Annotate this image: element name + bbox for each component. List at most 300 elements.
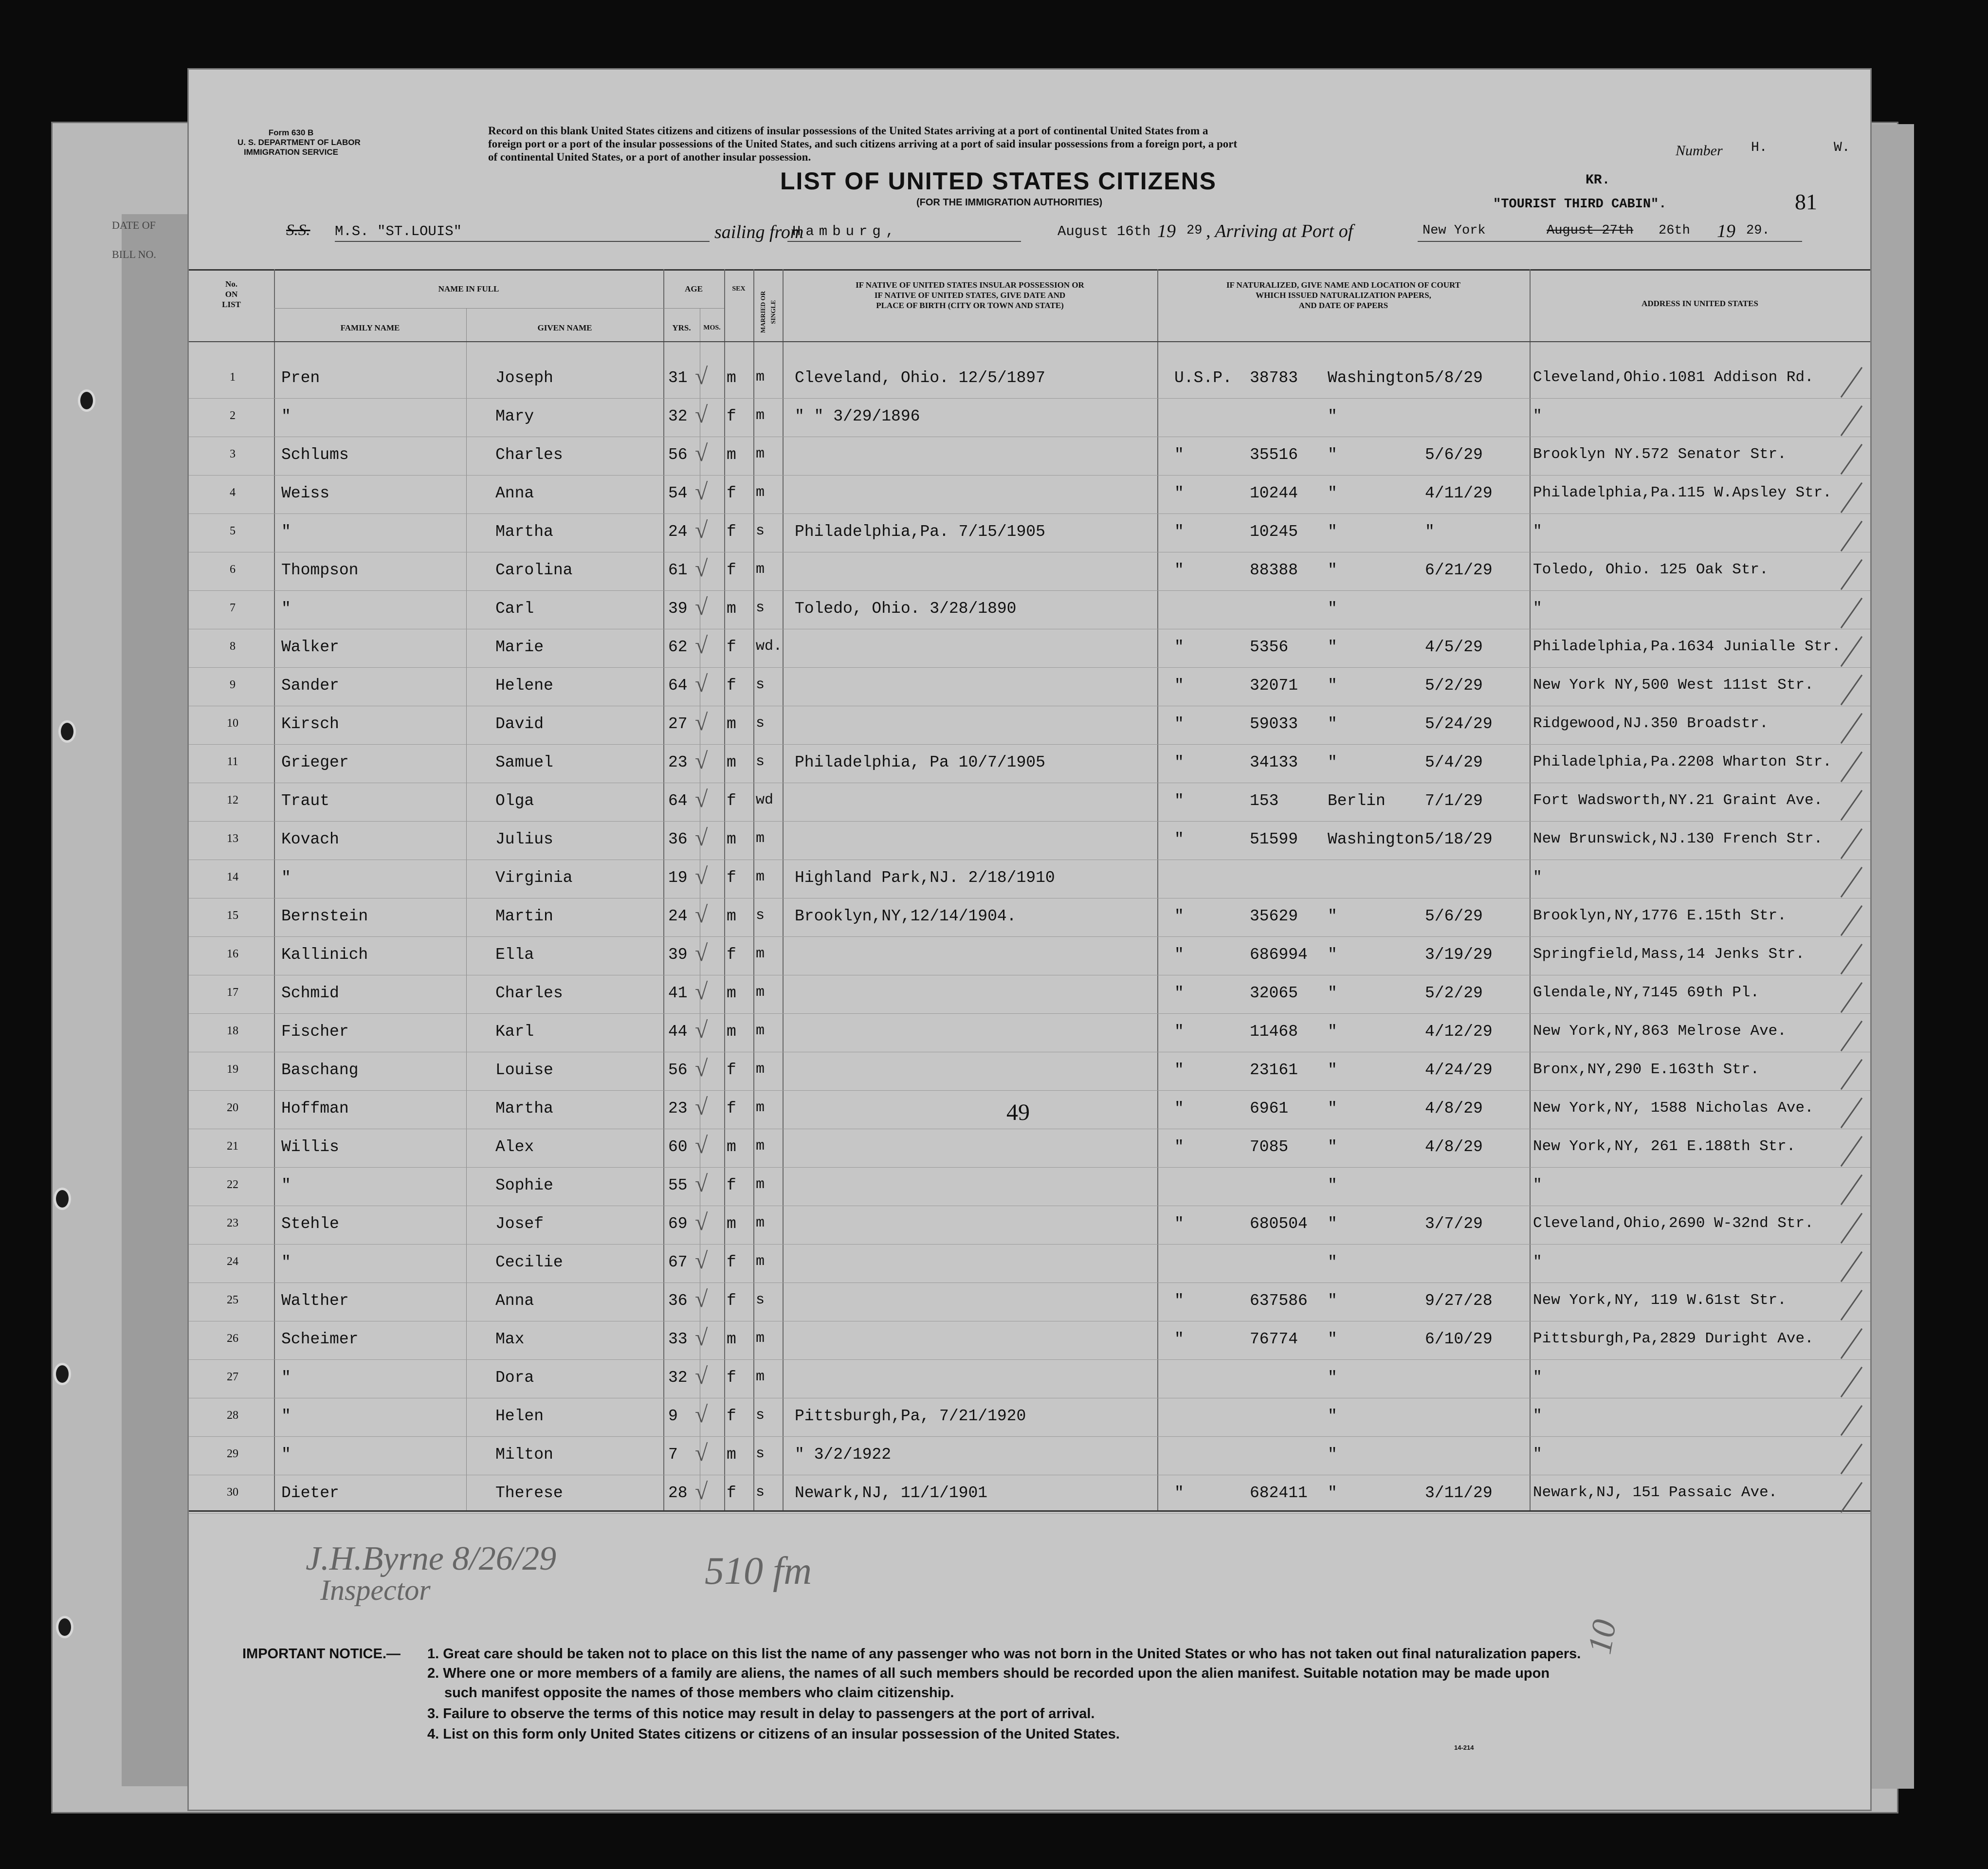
cell-age: 39 — [668, 600, 688, 618]
check-mark-icon: √ — [695, 1479, 708, 1504]
cell-family: Scheimer — [281, 1330, 359, 1348]
cell-family: " — [281, 407, 291, 425]
tick-mark-icon — [1841, 1251, 1862, 1282]
cell-date: 5/4/29 — [1425, 753, 1483, 771]
check-mark-icon: √ — [695, 1248, 708, 1274]
cell-given: Joseph — [495, 369, 553, 387]
cell-family: Pren — [281, 369, 320, 387]
cell-paper: 34133 — [1250, 753, 1298, 771]
row-rule — [189, 1090, 1870, 1091]
cell-nat: " — [1174, 984, 1184, 1002]
row-rule — [189, 936, 1870, 937]
cell-no: 15 — [227, 909, 238, 922]
check-mark-icon: √ — [695, 1133, 708, 1158]
cell-family: Sander — [281, 677, 339, 695]
cell-court: " — [1328, 561, 1337, 579]
cell-sex: m — [727, 1023, 736, 1041]
tick-mark-icon — [1841, 828, 1862, 859]
cell-given: Anna — [495, 1292, 534, 1310]
cell-paper: 51599 — [1250, 830, 1298, 848]
row-rule — [189, 667, 1870, 668]
cell-given: Charles — [495, 984, 563, 1002]
col-family-name: FAMILY NAME — [340, 323, 400, 332]
cell-age: 67 — [668, 1253, 688, 1271]
cell-address: " — [1533, 1253, 1542, 1270]
cell-ms: m — [756, 561, 765, 578]
number-value: H. — [1751, 140, 1768, 155]
cell-court: " — [1328, 753, 1337, 771]
cell-age: 64 — [668, 792, 688, 810]
tick-mark-icon — [1841, 944, 1862, 974]
cell-date: 6/21/29 — [1425, 561, 1493, 579]
cell-ms: s — [756, 523, 765, 539]
cell-ms: m — [756, 484, 765, 501]
cell-paper: 637586 — [1250, 1292, 1308, 1310]
cell-birth: Brooklyn,NY,12/14/1904. — [795, 907, 1017, 925]
check-mark-icon: √ — [695, 902, 708, 928]
cell-court: " — [1328, 1176, 1337, 1194]
arrival-underline — [1418, 241, 1802, 242]
cell-ms: m — [756, 1176, 765, 1193]
cell-given: David — [495, 715, 544, 733]
cell-paper: 680504 — [1250, 1215, 1308, 1233]
cell-sex: m — [727, 446, 736, 464]
number-value-2: W. — [1834, 140, 1850, 155]
check-mark-icon: √ — [695, 1171, 708, 1197]
cell-court: " — [1328, 946, 1337, 964]
tick-mark-icon — [1841, 1405, 1862, 1436]
col-age-years: YRS. — [672, 323, 691, 332]
cell-paper: 32065 — [1250, 984, 1298, 1002]
cell-court: " — [1328, 1253, 1337, 1271]
cell-court: " — [1328, 600, 1337, 618]
tick-mark-icon — [1841, 1290, 1862, 1320]
record-line: Record on this blank United States citizens and citizens of insular possessions of the United States arriving at a port of continental United States from a — [488, 125, 1208, 137]
cell-family: Schmid — [281, 984, 339, 1002]
cell-age: 44 — [668, 1023, 688, 1041]
cell-no: 11 — [227, 755, 238, 768]
cell-given: Milton — [495, 1446, 553, 1464]
cell-sex: f — [727, 1369, 736, 1387]
col-age: AGE — [685, 284, 703, 293]
cell-sex: f — [727, 677, 736, 695]
cell-nat: U.S.P. — [1174, 369, 1232, 387]
col-divider — [1530, 269, 1531, 1510]
col-nat-line: AND DATE OF PAPERS — [1298, 301, 1388, 310]
record-line: of continental United States, or a port of another insular possession. — [488, 151, 811, 163]
number-label: Number — [1676, 143, 1723, 159]
arrival-year-prefix: 19 — [1717, 221, 1735, 241]
cell-nat: " — [1174, 1484, 1184, 1502]
check-mark-icon: √ — [695, 633, 708, 659]
port-underline — [787, 241, 1021, 242]
notice-item-2: 2. Where one or more members of a family are aliens, the names of all such members should be recorded upon the alien manifest. Suitable notation may be made upon — [427, 1666, 1550, 1681]
cell-address: Cleveland,Ohio.1081 Addison Rd. — [1533, 369, 1814, 386]
notice-heading: IMPORTANT NOTICE.— — [242, 1646, 401, 1662]
cell-date: 3/11/29 — [1425, 1484, 1493, 1502]
check-mark-icon: √ — [695, 364, 708, 389]
cell-no: 13 — [227, 832, 238, 845]
cell-address: Philadelphia,Pa.115 W.Apsley Str. — [1533, 484, 1832, 501]
cell-given: Anna — [495, 484, 534, 502]
cell-family: " — [281, 600, 291, 618]
passenger-table — [189, 269, 1870, 1544]
cell-paper: 10244 — [1250, 484, 1298, 502]
cell-age: 24 — [668, 523, 688, 541]
ship-name: M.S. "ST.LOUIS" — [335, 223, 462, 239]
cell-age: 54 — [668, 484, 688, 502]
cell-ms: m — [756, 1330, 765, 1347]
cell-no: 29 — [227, 1448, 238, 1460]
cell-address: " — [1533, 1407, 1542, 1424]
cell-nat: " — [1174, 1061, 1184, 1079]
cell-given: Alex — [495, 1138, 534, 1156]
cell-family: Kirsch — [281, 715, 339, 733]
tick-mark-icon — [1841, 982, 1862, 1013]
check-mark-icon: √ — [695, 1286, 708, 1312]
cell-age: 39 — [668, 946, 688, 964]
col-divider — [753, 269, 754, 1510]
cell-family: Stehle — [281, 1215, 339, 1233]
cell-given: Dora — [495, 1369, 534, 1387]
cell-ms: wd — [756, 792, 774, 808]
row-rule — [189, 1013, 1870, 1014]
arrival-year: 29. — [1746, 223, 1770, 238]
cell-no: 10 — [227, 717, 238, 730]
cell-address: " — [1533, 600, 1542, 617]
cell-date: 3/19/29 — [1425, 946, 1493, 964]
check-mark-icon: √ — [695, 1017, 708, 1043]
cell-age: 62 — [668, 638, 688, 656]
cell-age: 56 — [668, 1061, 688, 1079]
check-mark-icon: √ — [695, 402, 708, 428]
cell-no: 19 — [227, 1063, 238, 1076]
cell-nat: " — [1174, 792, 1184, 810]
cell-no: 14 — [227, 871, 238, 883]
cell-paper: 7085 — [1250, 1138, 1289, 1156]
cell-sex: f — [727, 1292, 736, 1310]
col-birth-line: PLACE OF BIRTH (CITY OR TOWN AND STATE) — [876, 301, 1064, 310]
cell-address: New York,NY, 1588 Nicholas Ave. — [1533, 1099, 1814, 1117]
cell-paper: 686994 — [1250, 946, 1308, 964]
tick-mark-icon — [1841, 1328, 1862, 1359]
cell-given: Helene — [495, 677, 553, 695]
cell-address: Springfield,Mass,14 Jenks Str. — [1533, 946, 1805, 963]
cell-paper: 153 — [1250, 792, 1279, 810]
cell-family: " — [281, 869, 291, 887]
cell-court: " — [1328, 677, 1337, 695]
cell-family: " — [281, 1253, 291, 1271]
cell-court: Berlin — [1328, 792, 1386, 810]
cell-age: 64 — [668, 677, 688, 695]
notice-item-3: 3. Failure to observe the terms of this notice may result in delay to passengers at the port of arrival. — [427, 1706, 1095, 1722]
tick-mark-icon — [1841, 1444, 1862, 1474]
cell-no: 27 — [227, 1371, 238, 1383]
row-rule — [189, 1167, 1870, 1168]
cell-nat: " — [1174, 753, 1184, 771]
check-mark-icon: √ — [695, 1440, 708, 1466]
cell-date: 4/24/29 — [1425, 1061, 1493, 1079]
cell-nat: " — [1174, 1138, 1184, 1156]
cell-sex: m — [727, 1446, 736, 1464]
col-no-line: No. — [225, 279, 238, 289]
cell-court: " — [1328, 446, 1337, 464]
cell-paper: 38783 — [1250, 369, 1298, 387]
cell-date: 5/18/29 — [1425, 830, 1493, 848]
tick-mark-icon — [1841, 1213, 1862, 1244]
cell-court: " — [1328, 1061, 1337, 1079]
cell-age: 19 — [668, 869, 688, 887]
tick-mark-icon — [1841, 790, 1862, 821]
cell-address: New Brunswick,NJ.130 French Str. — [1533, 830, 1823, 847]
col-divider — [724, 269, 725, 1510]
cell-address: Brooklyn,NY,1776 E.15th Str. — [1533, 907, 1787, 924]
cell-age: 23 — [668, 753, 688, 771]
cell-court: " — [1328, 523, 1337, 541]
cell-given: Therese — [495, 1484, 563, 1502]
cell-court: " — [1328, 1330, 1337, 1348]
cell-ms: m — [756, 1138, 765, 1154]
table-top-border — [189, 269, 1870, 271]
cell-family: Fischer — [281, 1023, 349, 1041]
cell-given: Sophie — [495, 1176, 553, 1194]
cell-nat: " — [1174, 1099, 1184, 1118]
kr-mark: KR. — [1586, 173, 1610, 188]
tick-mark-icon — [1841, 1021, 1862, 1051]
cell-address: Bronx,NY,290 E.163th Str. — [1533, 1061, 1760, 1078]
cell-given: Carolina — [495, 561, 573, 579]
service-name: IMMIGRATION SERVICE — [244, 147, 338, 157]
cell-date: 4/8/29 — [1425, 1099, 1483, 1118]
check-mark-icon: √ — [695, 710, 708, 735]
cell-sex: m — [727, 600, 736, 618]
cell-date: 4/11/29 — [1425, 484, 1493, 502]
cell-date: 4/8/29 — [1425, 1138, 1483, 1156]
cell-court: " — [1328, 1407, 1337, 1425]
cell-paper: 88388 — [1250, 561, 1298, 579]
check-mark-icon: √ — [695, 440, 708, 466]
sailing-from-port: Hamburg, — [792, 223, 899, 239]
tick-mark-icon — [1841, 521, 1862, 551]
col-divider — [663, 269, 664, 1510]
cell-address: " — [1533, 407, 1542, 424]
cell-family: Walther — [281, 1292, 349, 1310]
cell-date: 6/10/29 — [1425, 1330, 1493, 1348]
tick-mark-icon — [1841, 751, 1862, 782]
cell-address: " — [1533, 1446, 1542, 1463]
cell-court: " — [1328, 715, 1337, 733]
cell-no: 30 — [227, 1486, 238, 1499]
cell-given: Karl — [495, 1023, 534, 1041]
cell-sex: f — [727, 484, 736, 502]
cell-given: Martin — [495, 907, 553, 925]
cell-court: " — [1328, 1446, 1337, 1464]
cell-ms: m — [756, 1369, 765, 1385]
cell-address: New York,NY, 119 W.61st Str. — [1533, 1292, 1787, 1309]
cell-given: Ella — [495, 946, 534, 964]
cell-address: Brooklyn NY.572 Senator Str. — [1533, 446, 1787, 463]
cell-no: 24 — [227, 1255, 238, 1268]
cell-age: 31 — [668, 369, 688, 387]
punch-hole — [56, 1616, 73, 1638]
cell-given: Mary — [495, 407, 534, 425]
cell-given: Julius — [495, 830, 553, 848]
cell-birth: " 3/2/1922 — [795, 1446, 892, 1464]
arrival-date-struck: August 27th — [1547, 223, 1634, 238]
cell-family: Walker — [281, 638, 339, 656]
cell-given: Martha — [495, 523, 553, 541]
cell-no: 4 — [230, 486, 236, 499]
check-mark-icon: √ — [695, 1209, 708, 1235]
cell-ms: m — [756, 984, 765, 1001]
cell-court: " — [1328, 1138, 1337, 1156]
cell-no: 7 — [230, 602, 236, 614]
cell-court: Washington — [1328, 369, 1424, 387]
tick-mark-icon — [1841, 675, 1862, 705]
cell-ms: m — [756, 369, 765, 385]
check-mark-icon: √ — [695, 1094, 708, 1120]
cell-no: 5 — [230, 525, 236, 537]
cell-court: " — [1328, 1369, 1337, 1387]
cell-paper: 35629 — [1250, 907, 1298, 925]
cell-no: 20 — [227, 1101, 238, 1114]
cell-date: 9/27/28 — [1425, 1292, 1493, 1310]
tick-mark-icon — [1841, 1136, 1862, 1167]
cell-family: Bernstein — [281, 907, 368, 925]
margin-bill-label: BILL NO. — [112, 248, 156, 260]
check-mark-icon: √ — [695, 517, 708, 543]
cell-sex: f — [727, 638, 736, 656]
table-bottom-border — [189, 1510, 1870, 1512]
cell-sex: f — [727, 792, 736, 810]
row-rule — [189, 1513, 1870, 1514]
cell-court: " — [1328, 1484, 1337, 1502]
cell-no: 8 — [230, 640, 236, 653]
cell-sex: f — [727, 946, 736, 964]
cell-date: 5/6/29 — [1425, 446, 1483, 464]
cell-birth: Toledo, Ohio. 3/28/1890 — [795, 600, 1017, 618]
notice-item-4: 4. List on this form only United States citizens or citizens of an insular possession of the United States. — [427, 1726, 1120, 1742]
age-subheader-line — [663, 308, 724, 309]
cabin-class: "TOURIST THIRD CABIN". — [1493, 197, 1667, 212]
cell-ms: s — [756, 1292, 765, 1308]
cell-paper: 59033 — [1250, 715, 1298, 733]
col-address: ADDRESS IN UNITED STATES — [1641, 299, 1758, 308]
cell-given: Max — [495, 1330, 525, 1348]
cell-nat: " — [1174, 677, 1184, 695]
cell-family: Dieter — [281, 1484, 339, 1502]
left-binding-strip — [122, 214, 195, 1786]
row-rule — [189, 475, 1870, 476]
cell-court: Washington — [1328, 830, 1424, 848]
check-mark-icon: √ — [695, 825, 708, 851]
cell-age: 32 — [668, 407, 688, 425]
sheet-number: 81 — [1795, 189, 1817, 214]
year-prefix: 19 — [1157, 221, 1176, 241]
cell-no: 17 — [227, 986, 238, 999]
cell-family: Weiss — [281, 484, 330, 502]
cell-birth: Cleveland, Ohio. 12/5/1897 — [795, 369, 1045, 387]
col-divider — [274, 269, 275, 1510]
cell-age: 41 — [668, 984, 688, 1002]
tick-mark-icon — [1841, 482, 1862, 513]
cell-no: 22 — [227, 1178, 238, 1191]
cell-court: " — [1328, 1099, 1337, 1118]
sail-date: August 16th — [1058, 223, 1151, 239]
cell-sex: f — [727, 1176, 736, 1194]
cell-family: Traut — [281, 792, 330, 810]
cell-address: Philadelphia,Pa.1634 Junialle Str. — [1533, 638, 1841, 655]
check-mark-icon: √ — [695, 594, 708, 620]
cell-ms: wd. — [756, 638, 783, 655]
cell-court: " — [1328, 907, 1337, 925]
tick-mark-icon — [1841, 444, 1862, 475]
cell-address: Fort Wadsworth,NY.21 Graint Ave. — [1533, 792, 1823, 809]
cell-address: New York,NY, 261 E.188th Str. — [1533, 1138, 1796, 1155]
cell-nat: " — [1174, 830, 1184, 848]
check-mark-icon: √ — [695, 556, 708, 582]
arrival-port: New York — [1423, 223, 1486, 238]
cell-date: 7/1/29 — [1425, 792, 1483, 810]
col-name-in-full: NAME IN FULL — [438, 284, 499, 293]
check-mark-icon: √ — [695, 940, 708, 966]
sail-year: 29 — [1186, 223, 1203, 238]
cell-family: Hoffman — [281, 1099, 349, 1118]
tick-mark-icon — [1841, 1482, 1862, 1513]
ship-prefix: S.S. — [286, 221, 310, 239]
cell-ms: m — [756, 869, 765, 885]
cell-age: 69 — [668, 1215, 688, 1233]
cell-date: 3/7/29 — [1425, 1215, 1483, 1233]
cell-date: 5/8/29 — [1425, 369, 1483, 387]
tick-mark-icon — [1841, 713, 1862, 744]
center-number: 49 — [1006, 1099, 1030, 1125]
cell-nat: " — [1174, 1023, 1184, 1041]
cell-age: 9 — [668, 1407, 678, 1425]
cell-family: Baschang — [281, 1061, 359, 1079]
tick-mark-icon — [1841, 636, 1862, 667]
col-naturalization — [1157, 280, 1530, 311]
cell-court: " — [1328, 1023, 1337, 1041]
cell-nat: " — [1174, 561, 1184, 579]
cell-no: 6 — [230, 563, 236, 576]
cell-family: Grieger — [281, 753, 349, 771]
cell-court: " — [1328, 638, 1337, 656]
cell-address: Newark,NJ, 151 Passaic Ave. — [1533, 1484, 1778, 1501]
col-sex: SEX — [732, 285, 746, 293]
cell-paper: 23161 — [1250, 1061, 1298, 1079]
sailing-from-label: sailing from — [714, 222, 804, 242]
cell-birth: Highland Park,NJ. 2/18/1910 — [795, 869, 1055, 887]
punch-hole — [54, 1363, 71, 1385]
check-mark-icon: √ — [695, 979, 708, 1005]
cell-ms: m — [756, 946, 765, 962]
cell-given: Josef — [495, 1215, 544, 1233]
cell-given: Charles — [495, 446, 563, 464]
col-no-on-list — [189, 279, 274, 310]
form-code: 14-214 — [1454, 1744, 1474, 1751]
tick-mark-icon — [1841, 867, 1862, 898]
cell-family: " — [281, 1176, 291, 1194]
cell-date: " — [1425, 523, 1435, 541]
col-divider — [466, 308, 467, 1510]
cell-ms: s — [756, 715, 765, 732]
cell-given: Carl — [495, 600, 534, 618]
cell-sex: f — [727, 1484, 736, 1502]
cell-age: 7 — [668, 1446, 678, 1464]
cell-court: " — [1328, 407, 1337, 425]
manifest-sheet — [187, 68, 1872, 1811]
